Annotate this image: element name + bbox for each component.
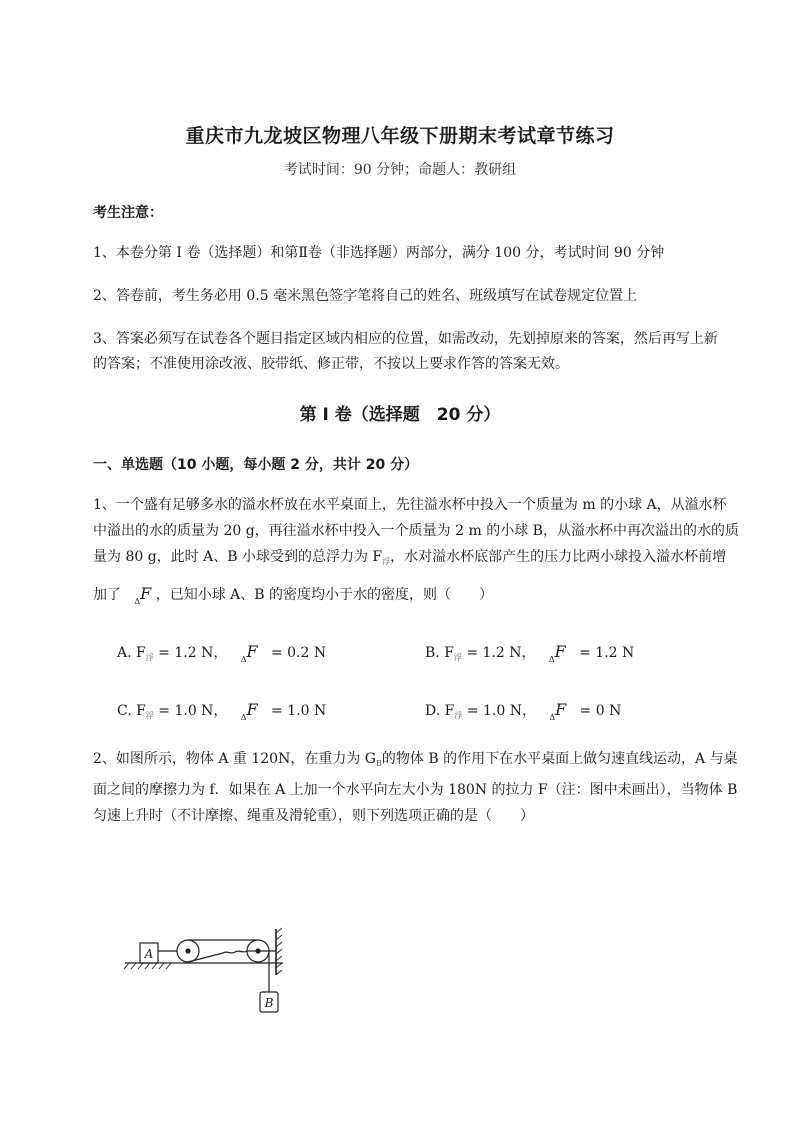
q1-line-2: 中溢出的水的质量为 20 g，再往溢水杯中投入一个质量为 2 m 的小球 B，从溢水杯中再次溢出的水的质	[93, 523, 739, 539]
question-2	[93, 746, 738, 829]
table-hatching	[124, 963, 171, 969]
notice-heading: 考生注意：	[93, 205, 163, 221]
q2-line-1: 2、如图所示，物体 A 重 120N，在重力为 $G_B$的物体 B 的作用下在水平桌面上做匀速直线运动，A 与桌	[93, 751, 738, 768]
rope-lower-left	[188, 953, 223, 962]
notice-item-2: 2、答卷前，考生务必用 0.5 毫米黑色签字笔将自己的姓名、班级填写在试卷规定位置上	[93, 288, 638, 304]
q1-option-d[interactable]: D. $F_浮 = 1.0$ N， $_\Delta$F = 0 N	[425, 700, 622, 722]
notice-item-1: 1、本卷分第 I 卷（选择题）和第Ⅱ卷（非选择题）两部分，满分 100 分，考试时间 90 分钟	[93, 245, 665, 261]
page-title: 重庆市九龙坡区物理八年级下册期末考试章节练习	[185, 125, 615, 147]
pulley-figure	[123, 925, 293, 1029]
q1-option-b[interactable]: B. $F_浮 = 1.2$ N， $_\Delta$F = 1.2 N	[425, 642, 635, 664]
wall-hatching	[276, 928, 282, 975]
rope-wave	[223, 951, 247, 953]
q1-line-4: 加了 $_\Delta$F ，已知小球 A、B 的密度均小于水的密度，则（ ）	[93, 584, 494, 606]
label-b: B	[264, 996, 274, 1010]
notice-item-3-line-1: 3、答案必须写在试卷各个题目指定区域内相应的位置，如需改动，先划掉原来的答案，然后再写上新	[93, 331, 718, 347]
q1-line-1: 1、一个盛有足够多水的溢水杯放在水平桌面上，先往溢水杯中投入一个质量为 m 的小球 A，从溢水杯	[93, 497, 727, 513]
q1-option-c[interactable]: C. $F_浮 = 1.0$ N， $_\Delta$F = 1.0 N	[117, 700, 327, 722]
notice-item-3-line-2: 的答案；不准使用涂改液、胶带纸、修正带，不按以上要求作答的答案无效。	[93, 356, 569, 372]
label-a: A	[144, 947, 154, 961]
pulley-diagram	[123, 925, 293, 1025]
q1-option-a[interactable]: A. $F_浮 = 1.2$ N， $_\Delta$F = 0.2 N	[117, 642, 327, 664]
question-1	[93, 492, 739, 615]
part-heading: 一、单选题（10 小题，每小题 2 分，共计 20 分）	[93, 457, 419, 473]
q1-line-3: 量为 80 g，此时 A、B 小球受到的总浮力为 $F_浮$，水对溢水杯底部产生的压力比两小球投入溢水杯前增	[93, 549, 727, 566]
q2-line-2: 面之间的摩擦力为 f．如果在 A 上加一个水平向左大小为 180N 的拉力 F（注：图中未画出），当物体 B	[93, 782, 738, 798]
exam-subtitle: 考试时间：90 分钟；命题人：教研组	[283, 162, 517, 178]
section-title: 第 I 卷（选择题 20 分）	[299, 405, 501, 425]
q2-line-3: 匀速上升时（不计摩擦、绳重及滑轮重），则下列选项正确的是（ ）	[93, 808, 534, 824]
notice-item-3	[93, 327, 718, 377]
